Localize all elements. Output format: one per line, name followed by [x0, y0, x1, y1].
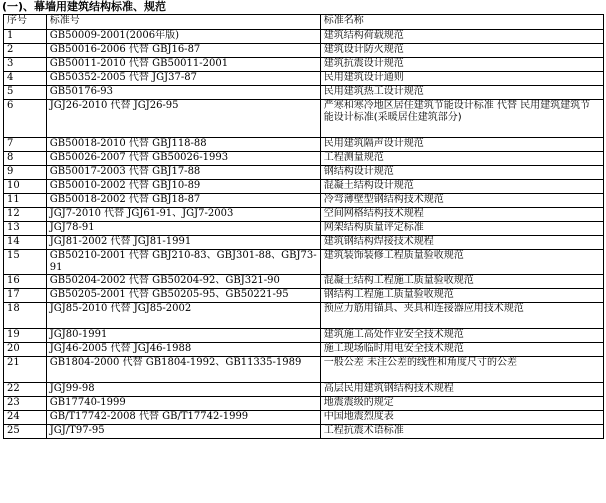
row-standard-code: JGJ85-2010 代替 JGJ85-2002: [46, 303, 320, 329]
row-standard-name: 空间网格结构技术规程: [320, 208, 603, 222]
row-standard-code: JGJ46-2005 代替 JGJ46-1988: [46, 343, 320, 357]
row-number: 24: [4, 411, 47, 425]
row-number: 15: [4, 250, 47, 275]
row-number: 23: [4, 397, 47, 411]
row-standard-name: 建筑装饰装修工程质量验收规范: [320, 250, 603, 275]
row-standard-code: JGJ80-1991: [46, 329, 320, 343]
row-standard-code: GB17740-1999: [46, 397, 320, 411]
row-standard-name: 钢结构工程施工质量验收规范: [320, 289, 603, 303]
table-row: [4, 194, 604, 208]
row-standard-name: 工程测量规范: [320, 152, 603, 166]
table-row: [4, 138, 604, 152]
table-row: [4, 357, 604, 383]
table-row: [4, 236, 604, 250]
table-row: [4, 329, 604, 343]
row-number: 13: [4, 222, 47, 236]
row-standard-name: 地震震级的规定: [320, 397, 603, 411]
row-standard-code: GB50017-2003 代替 GBJ17-88: [46, 166, 320, 180]
table-row: [4, 100, 604, 138]
table-row: [4, 166, 604, 180]
row-standard-name: 混凝土结构工程施工质量验收规范: [320, 275, 603, 289]
row-standard-name: 民用建筑热工设计规范: [320, 86, 603, 100]
column-header-standard-name: 标准名称: [320, 15, 603, 30]
row-standard-name: 施工现场临时用电安全技术规范: [320, 343, 603, 357]
row-standard-code: JGJ78-91: [46, 222, 320, 236]
row-number: 7: [4, 138, 47, 152]
column-header-standard-code: 标准号: [46, 15, 320, 30]
row-number: 3: [4, 58, 47, 72]
row-standard-name: 一般公差 未注公差的线性和角度尺寸的公差: [320, 357, 603, 383]
row-number: 21: [4, 357, 47, 383]
row-standard-code: GB50010-2002 代替 GBJ10-89: [46, 180, 320, 194]
row-standard-name: 建筑抗震设计规范: [320, 58, 603, 72]
row-standard-code: GB50018-2010 代替 GBJ118-88: [46, 138, 320, 152]
row-number: 6: [4, 100, 47, 138]
row-standard-code: JGJ/T97-95: [46, 425, 320, 439]
row-standard-name: 建筑设计防火规范: [320, 44, 603, 58]
row-standard-name: 严寒和寒冷地区居住建筑节能设计标准 代替 民用建筑建筑节能设计标准(采暖居住建筑部分): [320, 100, 603, 138]
row-standard-code: GB50016-2006 代替 GBJ16-87: [46, 44, 320, 58]
row-standard-code: GB50018-2002 代替 GBJ18-87: [46, 194, 320, 208]
row-number: 20: [4, 343, 47, 357]
row-standard-code: GB50176-93: [46, 86, 320, 100]
row-number: 14: [4, 236, 47, 250]
table-row: [4, 30, 604, 44]
row-standard-name: 预应力筋用锚具、夹具和连接器应用技术规范: [320, 303, 603, 329]
row-number: 19: [4, 329, 47, 343]
table-row: [4, 397, 604, 411]
row-standard-code: GB50352-2005 代替 JGJ37-87: [46, 72, 320, 86]
row-standard-name: 工程抗震术语标准: [320, 425, 603, 439]
row-standard-code: GB50026-2007 代替 GB50026-1993: [46, 152, 320, 166]
table-row: [4, 152, 604, 166]
row-number: 5: [4, 86, 47, 100]
row-standard-name: 民用建筑设计通则: [320, 72, 603, 86]
table-row: [4, 411, 604, 425]
row-number: 9: [4, 166, 47, 180]
row-number: 16: [4, 275, 47, 289]
table-row: [4, 303, 604, 329]
row-standard-code: GB50011-2010 代替 GB50011-2001: [46, 58, 320, 72]
row-number: 18: [4, 303, 47, 329]
table-row: [4, 58, 604, 72]
row-standard-name: 高层民用建筑钢结构技术规程: [320, 383, 603, 397]
row-standard-name: 建筑钢结构焊接技术规程: [320, 236, 603, 250]
table-row: [4, 44, 604, 58]
row-number: 12: [4, 208, 47, 222]
table-row: [4, 275, 604, 289]
row-standard-code: GB50204-2002 代替 GB50204-92、GBJ321-90: [46, 275, 320, 289]
row-number: 11: [4, 194, 47, 208]
row-number: 25: [4, 425, 47, 439]
row-number: 22: [4, 383, 47, 397]
row-standard-name: 中国地震烈度表: [320, 411, 603, 425]
row-standard-name: 钢结构设计规范: [320, 166, 603, 180]
row-number: 17: [4, 289, 47, 303]
row-standard-name: 建筑施工高处作业安全技术规范: [320, 329, 603, 343]
row-standard-code: GB1804-2000 代替 GB1804-1992、GB11335-1989: [46, 357, 320, 383]
table-row: [4, 425, 604, 439]
row-standard-code: JGJ7-2010 代替 JGJ61-91、JGJ7-2003: [46, 208, 320, 222]
table-header-row: [4, 15, 604, 30]
row-standard-name: 冷弯薄壁型钢结构技术规范: [320, 194, 603, 208]
row-standard-code: GB50205-2001 代替 GB50205-95、GB50221-95: [46, 289, 320, 303]
row-number: 8: [4, 152, 47, 166]
table-row: [4, 86, 604, 100]
table-row: [4, 208, 604, 222]
section-heading: (一)、幕墙用建筑结构标准、规范: [2, 0, 167, 13]
row-standard-code: JGJ26-2010 代替 JGJ26-95: [46, 100, 320, 138]
row-number: 10: [4, 180, 47, 194]
row-standard-name: 网架结构质量评定标准: [320, 222, 603, 236]
table-row: [4, 180, 604, 194]
row-number: 2: [4, 44, 47, 58]
row-number: 4: [4, 72, 47, 86]
table-row: [4, 343, 604, 357]
row-standard-code: JGJ81-2002 代替 JGJ81-1991: [46, 236, 320, 250]
row-standard-code: GB50009-2001(2006年版): [46, 30, 320, 44]
row-standard-name: 建筑结构荷载规范: [320, 30, 603, 44]
table-row: [4, 250, 604, 275]
row-standard-code: GB50210-2001 代替 GBJ210-83、GBJ301-88、GBJ73-91: [46, 250, 320, 275]
table-row: [4, 222, 604, 236]
row-number: 1: [4, 30, 47, 44]
column-header-number: 序号: [4, 15, 47, 30]
standards-table: [3, 14, 604, 439]
row-standard-name: 混凝土结构设计规范: [320, 180, 603, 194]
row-standard-name: 民用建筑隔声设计规范: [320, 138, 603, 152]
table-row: [4, 289, 604, 303]
table-row: [4, 72, 604, 86]
row-standard-code: JGJ99-98: [46, 383, 320, 397]
row-standard-code: GB/T17742-2008 代替 GB/T17742-1999: [46, 411, 320, 425]
table-row: [4, 383, 604, 397]
